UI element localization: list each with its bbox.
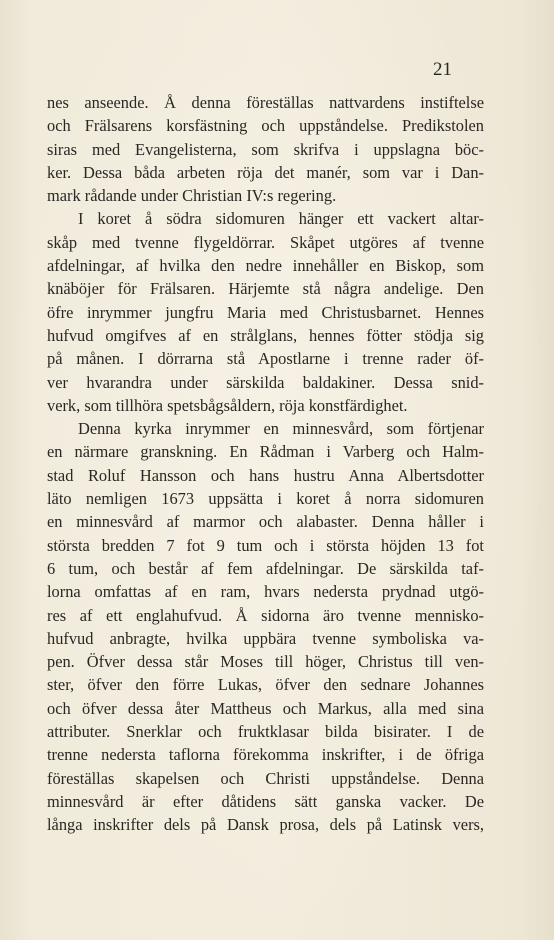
- text-line: siras med Evangelisterna, som skrifva i uppslagna böc-: [47, 139, 484, 159]
- text-line: minnesvård är efter dåtidens sätt ganska vacker. De: [47, 791, 484, 811]
- text-line: och Frälsarens korsfästning och uppståndelse. Predikstolen: [47, 116, 484, 136]
- text-line: stad Roluf Hansson och hans hustru Anna Albertsdotter: [47, 465, 484, 485]
- text-line: I koret å södra sidomuren hänger ett vackert altar-: [78, 209, 484, 229]
- text-line: på månen. I dörrarna stå Apostlarne i trenne rader öf-: [47, 349, 484, 369]
- text-line: ker. Dessa båda arbeten röja det manér, som var i Dan-: [47, 162, 484, 182]
- text-line: långa inskrifter dels på Dansk prosa, dels på Latinsk vers,: [47, 815, 484, 835]
- text-line: trenne nedersta taflorna förekomma inskrifter, i de öfriga: [47, 745, 484, 765]
- text-line: mark rådande under Christian IV:s regering.: [47, 186, 337, 206]
- text-line: och öfver dessa åter Mattheus och Markus, alla med sina: [47, 698, 484, 718]
- text-line: Denna kyrka inrymmer en minnesvård, som förtjenar: [78, 419, 484, 439]
- text-line: attributer. Snerklar och fruktklasar bilda bisirater. I de: [47, 722, 484, 742]
- text-line: skåp med tvenne flygeldörrar. Skåpet utgöres af tvenne: [47, 232, 484, 252]
- text-line: nes anseende. Å denna föreställas nattvardens instiftelse: [47, 93, 484, 112]
- text-line: res af ett englahufvud. Å sidorna äro tvenne mennisko-: [47, 605, 484, 625]
- text-line: 6 tum, och består af fem afdelningar. De särskilda taf-: [47, 558, 484, 578]
- text-line: största bredden 7 fot 9 tum och i största höjden 13 fot: [47, 535, 484, 555]
- text-line: ster, öfver den förre Lukas, öfver den sednare Johannes: [47, 675, 484, 695]
- text-line: hufvud omgifves af en strålglans, hennes fötter stödja sig: [47, 325, 484, 345]
- body-text: [47, 91, 484, 837]
- text-line: lorna omfattas af en ram, hvars nedersta prydnad utgö-: [47, 582, 484, 602]
- text-line: afdelningar, af hvilka den nedre innehåller en Biskop, som: [47, 256, 484, 276]
- text-line: pen. Öfver dessa står Moses till höger, Christus till ven-: [47, 652, 484, 672]
- text-line: ver hvarandra under särskilda baldakiner. Dessa snid-: [47, 372, 484, 392]
- text-line: läto nemligen 1673 uppsätta i koret å norra sidomuren: [47, 489, 484, 509]
- text-line: verk, som tillhöra spetsbågsåldern, röja konstfärdighet.: [47, 395, 408, 415]
- page-number: 21: [433, 59, 452, 80]
- text-line: föreställas skapelsen och Christi uppståndelse. Denna: [47, 768, 484, 788]
- text-line: hufvud anbragte, hvilka uppbära tvenne symboliska va-: [47, 628, 484, 648]
- text-line: öfre inrymmer jungfru Maria med Christusbarnet. Hennes: [47, 302, 484, 322]
- text-line: knäböjer för Frälsaren. Härjemte stå några andelige. Den: [47, 279, 484, 299]
- text-line: en närmare granskning. En Rådman i Varberg och Halm-: [47, 442, 484, 462]
- text-line: en minnesvård af marmor och alabaster. Denna håller i: [47, 512, 484, 532]
